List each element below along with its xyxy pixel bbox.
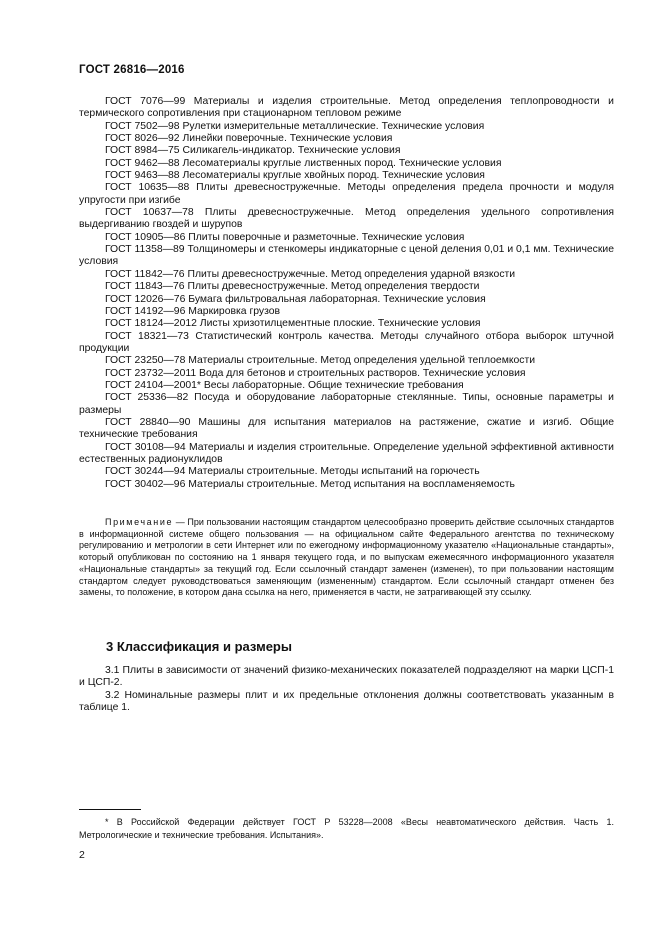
reference-item: ГОСТ 24104—2001* Весы лабораторные. Общие технические требования <box>105 379 464 391</box>
reference-item: ГОСТ 30244—94 Материалы строительные. Методы испытаний на горючесть <box>105 466 480 478</box>
reference-item: ГОСТ 12026—76 Бумага фильтровальная лабораторная. Технические условия <box>105 293 486 305</box>
reference-item: ГОСТ 25336—82 Посуда и оборудование лабораторные стеклянные. Типы, основные параметры и размеры <box>79 392 614 416</box>
section-heading: 3 Классификация и размеры <box>106 639 292 654</box>
normative-references-list <box>79 96 614 491</box>
note-label: Примечание <box>105 517 174 527</box>
reference-item: ГОСТ 10905—86 Плиты поверочные и разметочные. Технические условия <box>105 231 465 243</box>
reference-item: ГОСТ 7076—99 Материалы и изделия строительные. Метод определения теплопроводности и термического сопротивления при стационарном тепловом режиме <box>79 96 614 120</box>
reference-item: ГОСТ 8026—92 Линейки поверочные. Технические условия <box>105 133 393 145</box>
reference-item: ГОСТ 28840—90 Машины для испытания материалов на растяжение, сжатие и изгиб. Общие технические требования <box>79 416 614 441</box>
reference-item: ГОСТ 30402—96 Материалы строительные. Метод испытания на воспламеняемость <box>105 478 515 490</box>
reference-item: ГОСТ 9463—88 Лесоматериалы круглые хвойных пород. Технические условия <box>105 170 485 182</box>
reference-item: ГОСТ 30108—94 Материалы и изделия строительные. Определение удельной эффективной активности естественных радионуклидов <box>79 441 614 465</box>
note-text: — При пользовании настоящим стандартом целесообразно проверить действие ссылочных стандартов в информационной системе общего пользования — на официальном сайте Федерального агентства по техническому регулированию и метрологии в сети Интернет или по ежегодному информационному указателю «Национальные стандарты», который опубликован по состоянию на 1 января текущего года, и по выпускам ежемесячного информационного указателя «Национальные стандарты» за текущий год. Если ссылочный стандарт заменен (изменен), то при пользовании настоящим стандартом следует руководствоваться заменяющим (измененным) стандартом. Если ссылочный стандарт отменен без замены, то положение, в котором дана ссылка на него, применяется в части, не затрагивающей эту ссылку. <box>79 517 614 598</box>
clause-paragraph: 3.2 Номинальные размеры плит и их предельные отклонения должны соответствовать указанным в таблице 1. <box>79 689 614 714</box>
reference-item: ГОСТ 14192—96 Маркировка грузов <box>105 305 281 317</box>
reference-item: ГОСТ 10637—78 Плиты древесностружечные. Метод определения удельного сопротивления выдергиванию гвоздей и шурупов <box>79 207 614 231</box>
reference-item: ГОСТ 18321—73 Статистический контроль качества. Методы случайного отбора выборок штучной продукции <box>79 330 614 354</box>
reference-item: ГОСТ 9462—88 Лесоматериалы круглые лиственных пород. Технические условия <box>105 157 502 169</box>
page-number: 2 <box>79 849 85 861</box>
reference-item: ГОСТ 23732—2011 Вода для бетонов и строительных растворов. Технические условия <box>105 367 526 379</box>
reference-item: ГОСТ 18124—2012 Листы хризотилцементные плоские. Технические условия <box>105 318 481 330</box>
footnote: * В Российской Федерации действует ГОСТ Р 53228—2008 «Весы неавтоматического действия. Часть 1. Метрологические и технические требования. Испытания». <box>79 817 614 840</box>
reference-item: ГОСТ 10635—88 Плиты древесностружечные. Методы определения предела прочности и модуля упругости при изгибе <box>79 182 614 206</box>
reference-item: ГОСТ 11358—89 Толщиномеры и стенкомеры индикаторные с ценой деления 0,01 и 0,1 мм. Технические условия <box>79 244 614 268</box>
reference-item: ГОСТ 8984—75 Силикагель-индикатор. Технические условия <box>105 145 401 157</box>
reference-item: ГОСТ 11842—76 Плиты древесностружечные. Метод определения ударной вязкости <box>105 268 516 280</box>
reference-item: ГОСТ 11843—76 Плиты древесностружечные. Метод определения твердости <box>105 281 480 293</box>
reference-item: ГОСТ 23250—78 Материалы строительные. Метод определения удельной теплоемкости <box>105 355 536 367</box>
footnote-divider <box>79 809 141 810</box>
reference-item: ГОСТ 7502—98 Рулетки измерительные металлические. Технические условия <box>105 120 485 132</box>
references-note <box>79 517 614 599</box>
page-header: ГОСТ 26816—2016 <box>79 64 185 76</box>
section-body <box>79 665 614 714</box>
clause-paragraph: 3.1 Плиты в зависимости от значений физико-механических показателей подразделяют на марки ЦСП-1 и ЦСП-2. <box>79 665 614 689</box>
